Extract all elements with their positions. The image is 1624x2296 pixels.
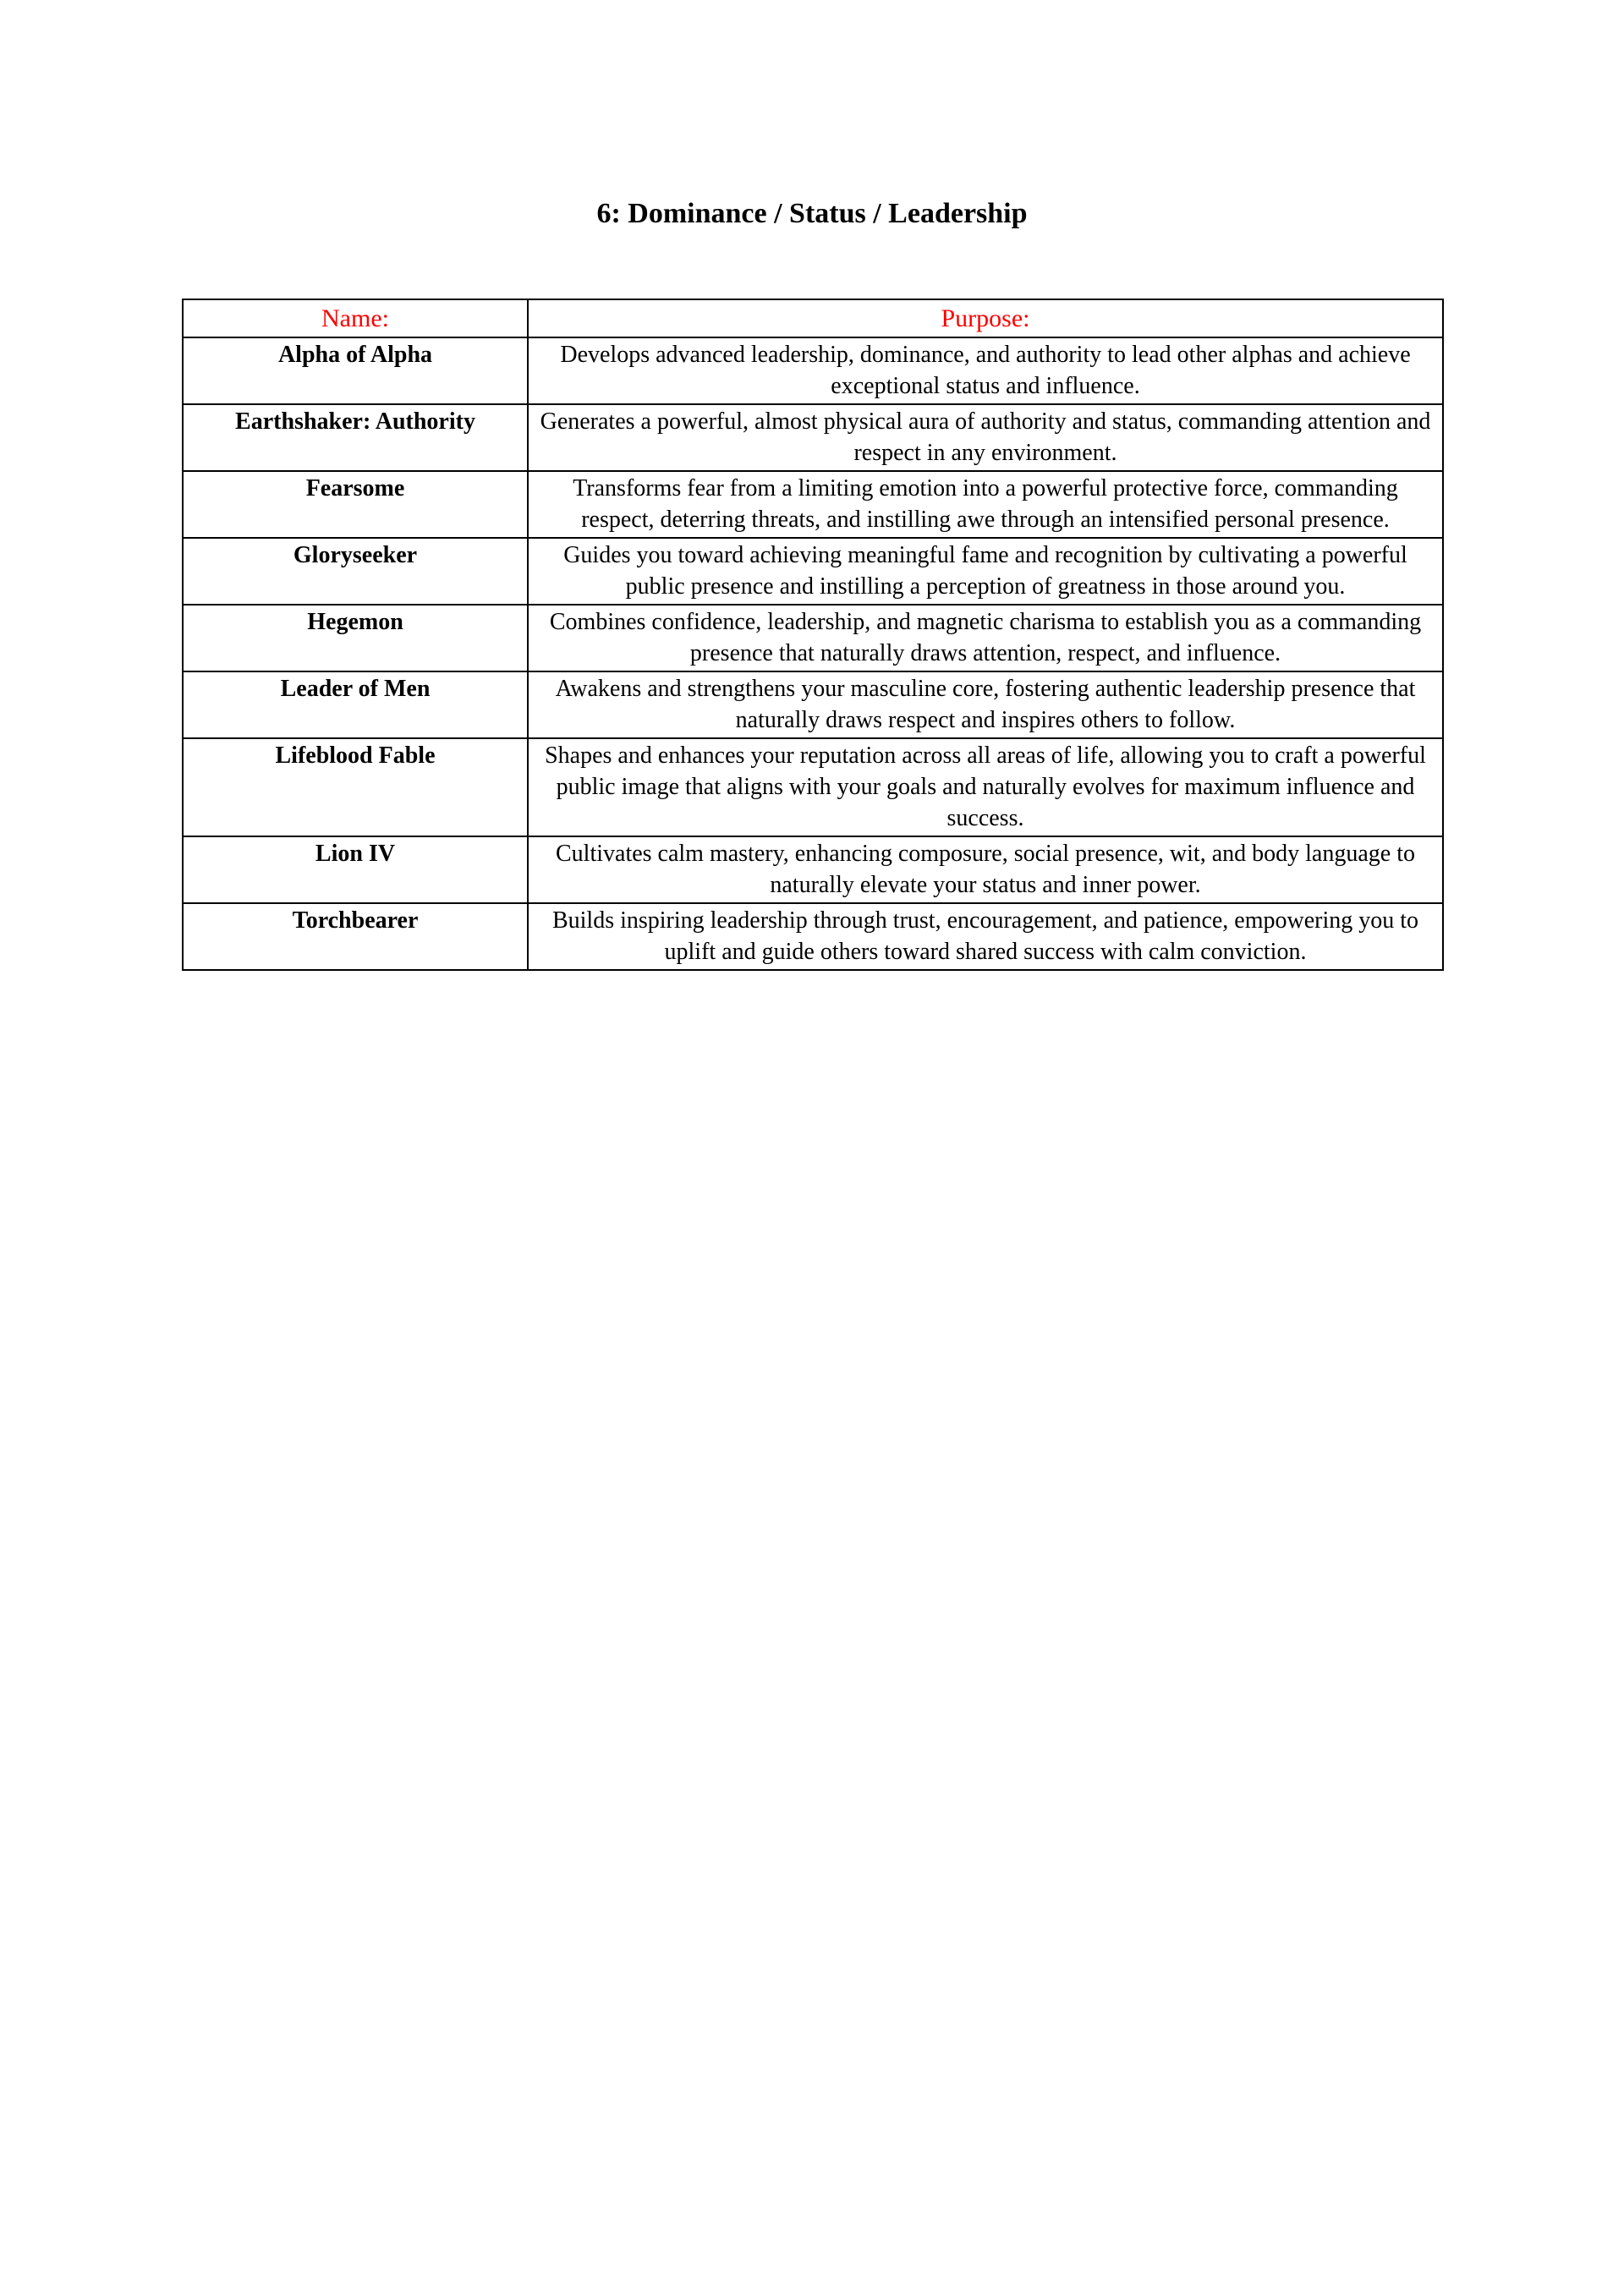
table-row [183, 671, 1443, 738]
spell-name: Gloryseeker [183, 538, 528, 605]
name-column-header: Name: [183, 299, 528, 337]
spell-purpose: Guides you toward achieving meaningful fame and recognition by cultivating a powerful public presence and instilling a perception of greatness in those around you. [528, 538, 1443, 605]
spell-name: Earthshaker: Authority [183, 404, 528, 471]
table-header-row [183, 299, 1443, 337]
spell-name: Hegemon [183, 605, 528, 671]
spell-purpose: Cultivates calm mastery, enhancing composure, social presence, wit, and body language to naturally elevate your status and inner power. [528, 836, 1443, 903]
page-title: 6: Dominance / Status / Leadership [596, 198, 1028, 229]
spell-name: Lion IV [183, 836, 528, 903]
purpose-column-header: Purpose: [528, 299, 1443, 337]
table-row [183, 471, 1443, 538]
spell-name: Torchbearer [183, 903, 528, 970]
spell-purpose: Awakens and strengthens your masculine core, fostering authentic leadership presence that naturally draws respect and inspires others to follow. [528, 671, 1443, 738]
spell-name: Fearsome [183, 471, 528, 538]
spell-name: Alpha of Alpha [183, 337, 528, 404]
spell-name: Lifeblood Fable [183, 738, 528, 836]
table-row [183, 738, 1443, 836]
spell-purpose: Builds inspiring leadership through trust, encouragement, and patience, empowering you to uplift and guide others toward shared success with calm conviction. [528, 903, 1443, 970]
table-row [183, 836, 1443, 903]
spell-purpose: Combines confidence, leadership, and magnetic charisma to establish you as a commanding presence that naturally draws attention, respect, and influence. [528, 605, 1443, 671]
spell-purpose: Develops advanced leadership, dominance, and authority to lead other alphas and achieve exceptional status and influence. [528, 337, 1443, 404]
table-row [183, 903, 1443, 970]
spells-table [182, 299, 1444, 971]
spell-purpose: Shapes and enhances your reputation across all areas of life, allowing you to craft a powerful public image that aligns with your goals and naturally evolves for maximum influence and success. [528, 738, 1443, 836]
table-row [183, 605, 1443, 671]
spell-purpose: Transforms fear from a limiting emotion into a powerful protective force, commanding respect, deterring threats, and instilling awe through an intensified personal presence. [528, 471, 1443, 538]
table-row [183, 538, 1443, 605]
spell-purpose: Generates a powerful, almost physical aura of authority and status, commanding attention and respect in any environment. [528, 404, 1443, 471]
table-row [183, 337, 1443, 404]
table-row [183, 404, 1443, 471]
spell-name: Leader of Men [183, 671, 528, 738]
